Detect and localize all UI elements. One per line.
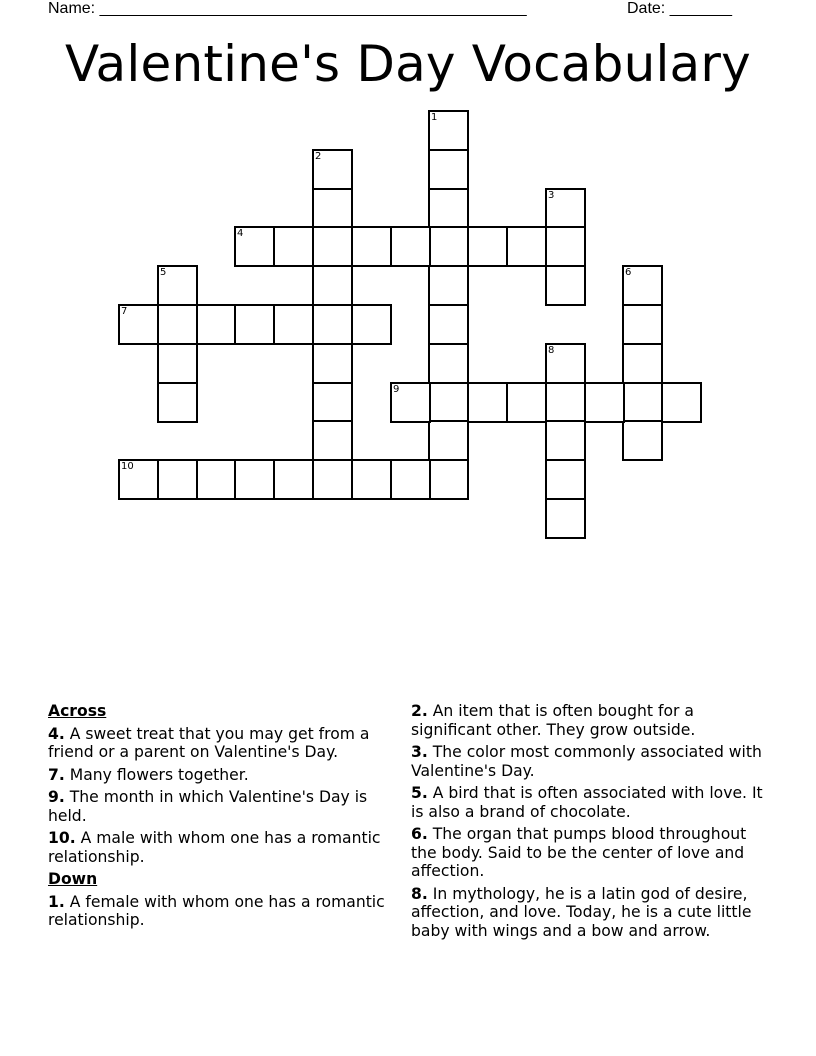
clue-down-3: 3. The color most commonly associated with Valentine's Day.: [411, 743, 762, 780]
crossword-cell[interactable]: [157, 382, 198, 423]
date-field-label[interactable]: Date: _______: [627, 0, 732, 17]
clue-across-9: 9. The month in which Valentine's Day is held.: [48, 788, 368, 825]
crossword-cell[interactable]: [196, 304, 237, 345]
clue-down-1: 1. A female with whom one has a romantic relationship.: [48, 892, 385, 929]
crossword-cell[interactable]: [390, 382, 431, 423]
crossword-cell[interactable]: [428, 420, 469, 461]
crossword-cell[interactable]: [428, 459, 469, 500]
clue-number-label: 10: [121, 461, 134, 472]
crossword-cell[interactable]: [622, 304, 663, 345]
clue-number-label: 3: [548, 190, 555, 201]
clue-number-label: 5: [160, 267, 167, 278]
crossword-cell[interactable]: [506, 226, 547, 267]
crossword-cell[interactable]: [118, 304, 159, 345]
clues-left-column: [48, 702, 393, 934]
crossword-cell[interactable]: [545, 382, 586, 423]
crossword-cell[interactable]: [157, 304, 198, 345]
crossword-cell[interactable]: [428, 110, 469, 151]
crossword-cell[interactable]: [506, 382, 547, 423]
crossword-cell[interactable]: [428, 226, 469, 267]
clue-across-10: 10. A male with whom one has a romantic relationship.: [48, 829, 381, 866]
crossword-cell[interactable]: [467, 382, 508, 423]
crossword-cell[interactable]: [622, 382, 663, 423]
clue-down-5: 5. A bird that is often associated with love. It is also a brand of chocolate.: [411, 784, 763, 821]
crossword-cell[interactable]: [428, 304, 469, 345]
clue-across-7: 7. Many flowers together.: [48, 765, 249, 784]
crossword-cell[interactable]: [584, 382, 625, 423]
page-title: Valentine's Day Vocabulary: [65, 35, 751, 93]
clue-number-label: 1: [431, 112, 438, 123]
clue-down-6: 6. The organ that pumps blood throughout the body. Said to be the center of love and affection.: [411, 825, 747, 880]
crossword-cell[interactable]: [467, 226, 508, 267]
clues-right-column: [411, 702, 773, 944]
crossword-cell[interactable]: [428, 188, 469, 229]
clue-across-4: 4. A sweet treat that you may get from a friend or a parent on Valentine's Day.: [48, 724, 370, 761]
crossword-cell[interactable]: [428, 382, 469, 423]
crossword-cell[interactable]: [312, 459, 353, 500]
name-field-label[interactable]: Name: ________________________________________________: [48, 0, 527, 17]
crossword-cell[interactable]: [545, 188, 586, 229]
crossword-cell[interactable]: [545, 343, 586, 384]
crossword-cell[interactable]: [234, 226, 275, 267]
crossword-cell[interactable]: [428, 265, 469, 306]
crossword-cell[interactable]: [157, 265, 198, 306]
crossword-cell[interactable]: [545, 459, 586, 500]
clue-number-label: 9: [393, 384, 400, 395]
crossword-cell[interactable]: [545, 498, 586, 539]
crossword-cell[interactable]: [661, 382, 702, 423]
crossword-cell[interactable]: [622, 343, 663, 384]
crossword-cell[interactable]: [312, 343, 353, 384]
crossword-cell[interactable]: [428, 149, 469, 190]
clue-down-2: 2. An item that is often bought for a significant other. They grow outside.: [411, 702, 696, 739]
crossword-cell[interactable]: [312, 188, 353, 229]
crossword-cell[interactable]: [312, 382, 353, 423]
crossword-cell[interactable]: [118, 459, 159, 500]
clue-number-label: 8: [548, 345, 555, 356]
crossword-cell[interactable]: [312, 420, 353, 461]
crossword-cell[interactable]: [545, 265, 586, 306]
crossword-cell[interactable]: [545, 226, 586, 267]
crossword-cell[interactable]: [312, 149, 353, 190]
crossword-cell[interactable]: [312, 226, 353, 267]
crossword-cell[interactable]: [273, 304, 314, 345]
crossword-cell[interactable]: [196, 459, 237, 500]
crossword-cell[interactable]: [390, 459, 431, 500]
crossword-cell[interactable]: [157, 343, 198, 384]
clue-down-8: 8. In mythology, he is a latin god of desire, affection, and love. Today, he is a cute little baby with wings and a bow and arrow.: [411, 884, 752, 940]
crossword-cell[interactable]: [428, 343, 469, 384]
crossword-cell[interactable]: [234, 304, 275, 345]
clue-number-label: 6: [625, 267, 632, 278]
crossword-cell[interactable]: [273, 459, 314, 500]
crossword-cell[interactable]: [390, 226, 431, 267]
crossword-cell[interactable]: [622, 420, 663, 461]
down-heading: Down: [48, 870, 98, 888]
crossword-cell[interactable]: [622, 265, 663, 306]
clue-number-label: 7: [121, 306, 128, 317]
crossword-cell[interactable]: [273, 226, 314, 267]
across-heading: Across: [48, 702, 107, 720]
clue-number-label: 4: [237, 228, 244, 239]
crossword-cell[interactable]: [351, 304, 392, 345]
crossword-cell[interactable]: [312, 265, 353, 306]
crossword-cell[interactable]: [234, 459, 275, 500]
crossword-cell[interactable]: [351, 459, 392, 500]
clue-number-label: 2: [315, 151, 322, 162]
crossword-cell[interactable]: [312, 304, 353, 345]
crossword-cell[interactable]: [157, 459, 198, 500]
crossword-cell[interactable]: [545, 420, 586, 461]
crossword-cell[interactable]: [351, 226, 392, 267]
